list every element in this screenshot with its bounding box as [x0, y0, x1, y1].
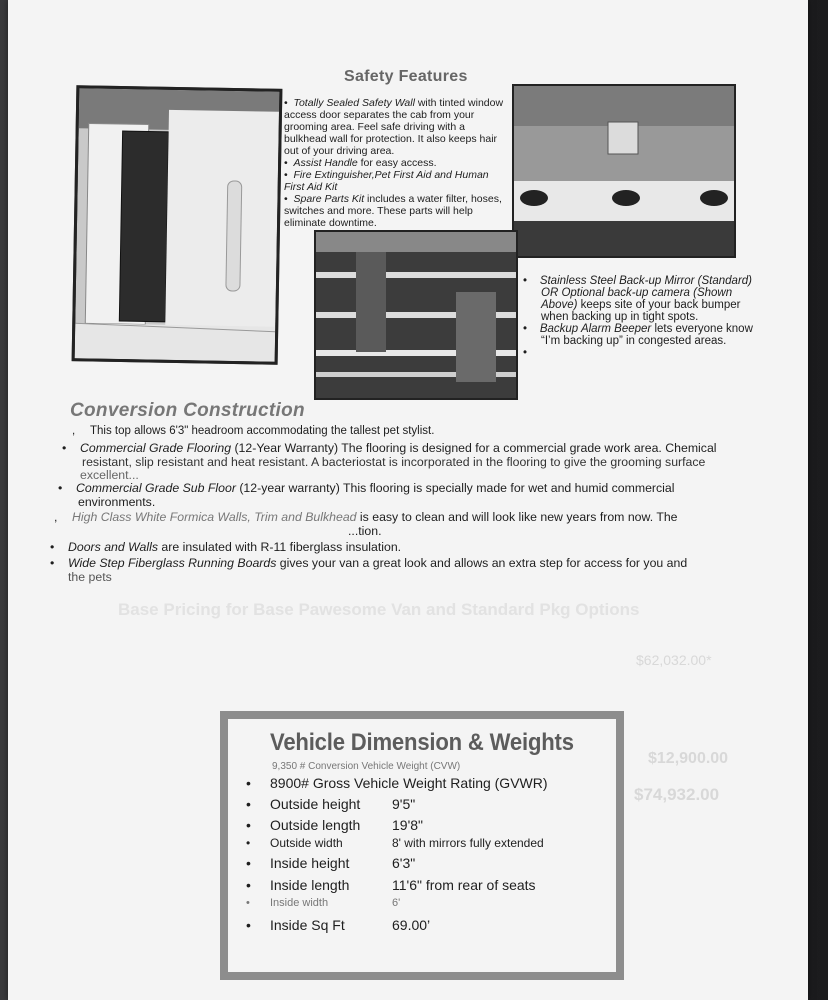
- interior-door-photo: [72, 85, 283, 365]
- rear-bumper-photo: [512, 84, 736, 258]
- dimensions-box: [220, 711, 624, 980]
- conversion-line: , This top allows 6'3" headroom accommodating the tallest pet stylist.: [72, 425, 435, 437]
- dimension-row: • Inside width 6': [246, 897, 401, 909]
- conversion-line: the pets: [68, 570, 112, 584]
- bleed-price-3: $74,932.00: [634, 785, 720, 804]
- bleed-price-1: $62,032.00*: [636, 652, 712, 668]
- bleed-price-2: $12,900.00: [648, 750, 729, 767]
- conversion-line: resistant, slip resistant and heat resistant. A bacteriostat is incorporated in the flooring to give the grooming surface: [82, 455, 706, 469]
- conversion-line: • Commercial Grade Sub Floor (12-year warranty) This flooring is specially made for wet and humid commercial: [58, 481, 675, 495]
- alarm-item: • Backup Alarm Beeper lets everyone know “I’m backing up” in congested areas.: [523, 323, 753, 347]
- safety-item: • Spare Parts Kit includes a water filter, hoses, switches and more. These parts will help eliminate downtime.: [284, 193, 502, 229]
- empty-bullet: •: [523, 347, 528, 359]
- safety-list: [284, 97, 509, 229]
- dimensions-partial-line: 9,350 # Conversion Vehicle Weight (CVW): [272, 761, 461, 772]
- dimension-row: • Inside length 11'6" from rear of seats: [246, 877, 536, 893]
- mirror-list: [523, 275, 753, 359]
- dimension-row: • Outside height 9'5": [246, 796, 416, 812]
- dimension-row: • Inside Sq Ft 69.00’: [246, 917, 431, 933]
- dimension-row: • Outside width 8' with mirrors fully extended: [246, 836, 544, 850]
- dimensions-title: Vehicle Dimension & Weights: [270, 729, 574, 756]
- mirror-item: • Stainless Steel Back-up Mirror (Standard) OR Optional back-up camera (Shown Above) keeps site of your back bumper when backing up in tight spots.: [523, 275, 753, 323]
- conversion-line: , High Class White Formica Walls, Trim and Bulkhead is easy to clean and will look like new years from now. The: [54, 510, 678, 524]
- conversion-line: • Wide Step Fiberglass Running Boards gives your van a great look and allows an extra step for access for you and: [50, 556, 688, 570]
- extinguisher-photo: [314, 230, 518, 400]
- conversion-line: ...tion.: [348, 524, 382, 538]
- conversion-line: • Commercial Grade Flooring (12-Year Warranty) The flooring is designed for a commercial grade work area. Chemical: [62, 441, 717, 455]
- safety-item: • Totally Sealed Safety Wall with tinted window access door separates the cab from your grooming area. Feel safe driving with a bulkhead wall for protection. It also keeps hair out of your driving area.: [284, 97, 504, 157]
- safety-item: • Assist Handle for easy access.: [284, 157, 437, 169]
- safety-item: • Fire Extinguisher,Pet First Aid and Human First Aid Kit: [284, 169, 489, 193]
- conversion-line: environments.: [78, 495, 156, 509]
- bleed-heading: Base Pricing for Base Pawesome Van and Standard Pkg Options: [118, 600, 640, 619]
- document-page: [8, 0, 808, 1000]
- conversion-line: • Doors and Walls are insulated with R-11 fiberglass insulation.: [50, 540, 402, 554]
- dimension-row: • Inside height 6'3": [246, 855, 416, 871]
- safety-title: Safety Features: [344, 68, 468, 85]
- dimension-row: • Outside length 19'8": [246, 817, 424, 833]
- conversion-line: excellent...: [80, 468, 139, 482]
- conversion-title: Conversion Construction: [70, 400, 305, 421]
- dimension-row: • 8900# Gross Vehicle Weight Rating (GVWR): [246, 775, 548, 791]
